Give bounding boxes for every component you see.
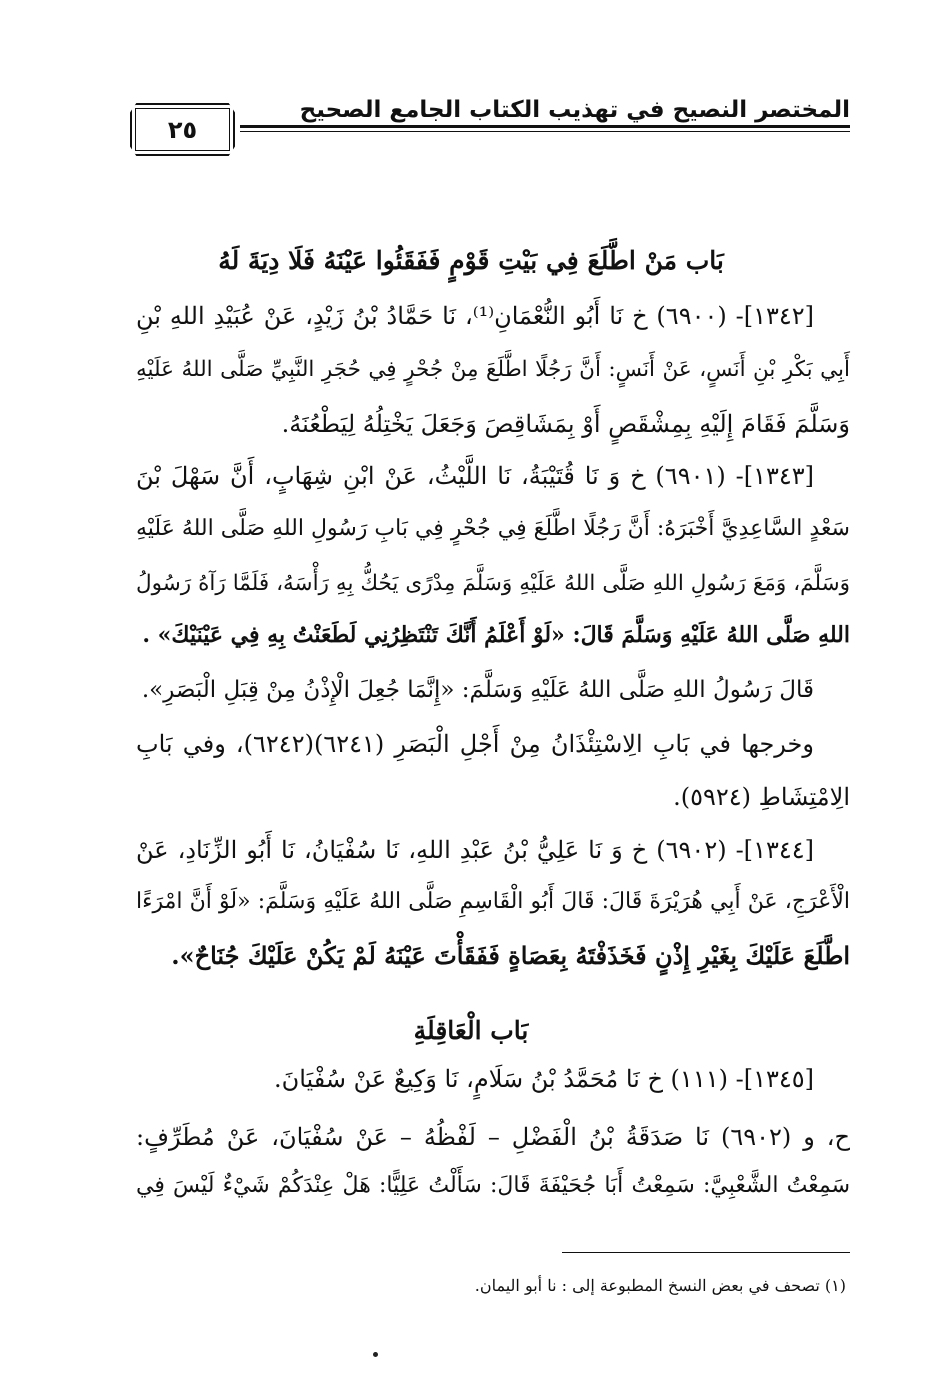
header-rule	[240, 125, 850, 128]
text-line: قَالَ رَسُولُ اللهِ صَلَّى اللهُ عَلَيْهِ وَسَلَّمَ: «إِنَّمَا جُعِلَ الْإِذْنُ مِنْ قِبَلِ الْبَصَرِ».	[141, 677, 814, 703]
text-line: اللهِ صَلَّى اللهُ عَلَيْهِ وَسَلَّمَ قَالَ: «لَوْ أَعْلَمُ أَنَّكَ تَنْتَظِرُنِي لَطَعَنْتُ بِهِ فِي عَيْنَيْكَ» .	[142, 622, 850, 648]
running-title: المختصر النصيح في تهذيب الكتاب الجامع الصحيح	[299, 97, 850, 123]
text-line: وَسَلَّمَ فَقَامَ إِلَيْهِ بِمِشْقَصٍ أَوْ بِمَشَاقِصَ وَجَعَلَ يَخْتِلُهُ لِيَطْعُنَهُ.	[281, 410, 850, 438]
chapter-heading: بَاب مَنْ اطَّلَعَ فِي بَيْتِ قَوْمٍ فَفَقَئُوا عَيْنَهُ فَلَا دِيَةَ لَهُ	[218, 246, 724, 275]
text-line: الِامْتِشَاطِ (٥٩٢٤).	[673, 783, 850, 811]
footnote: (١) تصحف في بعض النسخ المطبوعة إلى : نا أبو اليمان.	[474, 1276, 846, 1295]
text-line: [١٣٤٤]- (٦٩٠٢) خ وَ نَا عَلِيُّ بْنُ عَبْدِ اللهِ، نَا سُفْيَانُ، نَا أَبُو الزِّنَادِ، عَنْ	[136, 836, 814, 864]
text-line: [١٣٤٢]- (٦٩٠٠) خ نَا أَبُو النُّعْمَانِ⁽¹⁾، نَا حَمَّادُ بْنُ زَيْدٍ، عَنْ عُبَيْدِ اللهِ بْنِ	[136, 302, 815, 330]
text-line: الْأَعْرَجِ، عَنْ أَبِي هُرَيْرَةَ قَالَ: قَالَ أَبُو الْقَاسِمِ صَلَّى اللهُ عَلَيْهِ وَسَلَّمَ: «لَوْ أَنَّ امْرَءًا	[136, 889, 850, 914]
text-line: سَعْدٍ السَّاعِدِيَّ أَخْبَرَهُ: أَنَّ رَجُلًا اطَّلَعَ فِي جُحْرٍ فِي بَابِ رَسُولِ اللهِ صَلَّى اللهُ عَلَيْهِ	[136, 516, 850, 541]
header-rule-thin	[240, 131, 850, 132]
text-line: سَمِعْتُ الشَّعْبِيَّ: سَمِعْتُ أَبَا جُحَيْفَةَ قَالَ: سَأَلْتُ عَلِيًّا: هَلْ عِنْدَكُمْ شَيْءٌ لَيْسَ فِي	[136, 1173, 850, 1198]
text-line: وخرجها في بَابِ الِاسْتِئْذَانُ مِنْ أَجْلِ الْبَصَرِ (٦٢٤١)(٦٢٤٢)، وفي بَابِ	[136, 730, 814, 758]
text-line: اطَّلَعَ عَلَيْكَ بِغَيْرِ إِذْنٍ فَخَذَفْتَهُ بِعَصَاةٍ فَفَقَأْتَ عَيْنَهُ لَمْ يَكُنْ عَلَيْكَ جُنَاحٌ».	[171, 941, 850, 970]
text-line: أَبِي بَكْرِ بْنِ أَنَسٍ، عَنْ أَنَسٍ: أَنَّ رَجُلًا اطَّلَعَ مِنْ جُحْرٍ فِي حُجَرِ النَّبِيِّ صَلَّى اللهُ عَلَيْهِ	[136, 357, 850, 382]
text-line: وَسَلَّمَ، وَمَعَ رَسُولِ اللهِ صَلَّى اللهُ عَلَيْهِ وَسَلَّمَ مِدْرًى يَحُكُّ بِهِ رَأْسَهُ، فَلَمَّا رَآهُ رَسُولُ	[136, 571, 850, 596]
chapter-heading: بَاب الْعَاقِلَةِ	[413, 1016, 529, 1045]
page-dot	[373, 1352, 378, 1357]
text-line: ح، و (٦٩٠٢) نَا صَدَقَةُ بْنُ الْفَضْلِ – لَفْظُهُ – عَنْ سُفْيَانَ، عَنْ مُطَرِّفٍ:	[136, 1123, 851, 1151]
footnote-rule	[562, 1252, 850, 1253]
text-line: [١٣٤٣]- (٦٩٠١) خ وَ نَا قُتَيْبَةُ، نَا اللَّيْثُ، عَنْ ابْنِ شِهَابٍ، أَنَّ سَهْلَ بْنَ	[136, 462, 815, 490]
page-number: ٢٥	[167, 115, 198, 144]
text-line: [١٣٤٥]- (١١١) خ نَا مُحَمَّدُ بْنُ سَلَامٍ، نَا وَكِيعٌ عَنْ سُفْيَانَ.	[273, 1065, 814, 1093]
